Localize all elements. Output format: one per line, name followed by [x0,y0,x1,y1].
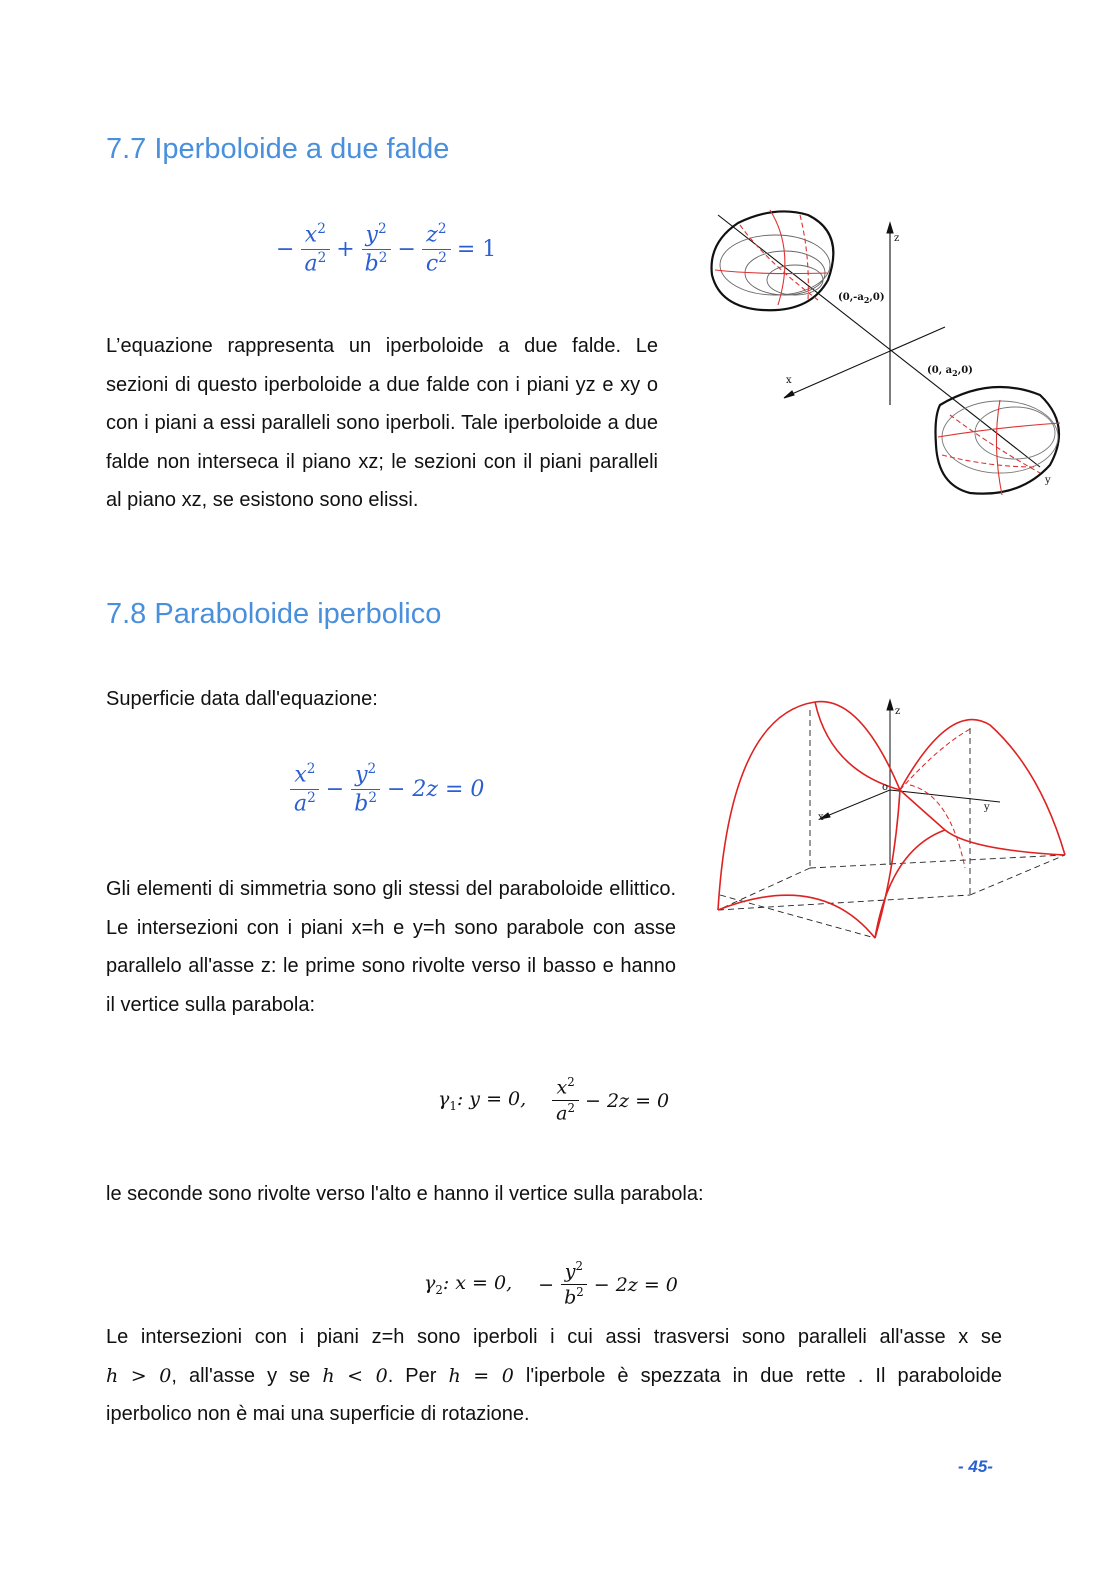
equation-hyperboloid: − $\frac{x^2}{a^2}$ + $\frac{y^2}{b^2}$ − $\frac{z^2}{c^2}$ = 1 [276,221,497,276]
figure2-x-label: x [818,812,824,823]
figure2-axes [820,700,1000,865]
figure-hyperbolic-paraboloid [710,690,1075,945]
figure1-y-label: y [1045,475,1051,486]
figure2-surface [718,702,1065,938]
section-heading-7-8: 7.8 Paraboloide iperbolico [106,598,442,630]
intersections-line-2: h > 0, all'asse y se h < 0. Per h = 0 l'iperbole è spezzata in due rette . Il paraboloide [106,1364,1003,1387]
figure1-right-sheet [936,387,1061,495]
section-heading-7-7: 7.7 Iperboloide a due falde [106,133,450,165]
figure1-point-positive: (0, $a_2,0$) [927,365,973,378]
figure-hyperboloid-two-sheets [700,205,1070,500]
figure2-origin-label: o [882,782,889,793]
equation-hyperbolic-paraboloid: $\frac{x^2}{a^2}$ − $\frac{y^2}{b^2}$ − 2z = 0 [290,762,484,816]
paragraph-intersections [106,1318,1002,1434]
figure1-z-label: z [894,233,900,244]
figure1-x-label: x [786,375,792,386]
figure2-box [718,710,1065,938]
equation-gamma2: $\gamma_2$: x = 0, − $\frac{y^2}{b^2}$ − 2z = 0 [424,1259,678,1309]
figure1-point-negative: $(0,-a_2,0)$ [838,292,885,305]
intersections-line-3: iperbolico non è mai una superficie di rotazione. [106,1403,530,1425]
paragraph-hyperboloid: L’equazione rappresenta un iperboloide a due falde. Le sezioni di questo iperboloide a due falde con i piani yz e xy o con i piani a essi paralleli sono iperboli. Tale iperboloide a due falde non interseca il piano xz; le sezioni con il piani paralleli al piano xz, se esistono sono elissi. [106,335,658,511]
text-second-parabolas: le seconde sono rivolte verso l'alto e hanno il vertice sulla parabola: [106,1183,704,1205]
figure1-left-sheet [712,210,834,310]
equation-gamma1: $\gamma_1$: y = 0, $\frac{x^2}{a^2}$ − 2z = 0 [438,1075,670,1125]
page-number: - 45- [958,1457,993,1476]
intro-text: Superficie data dall'equazione: [106,688,378,710]
figure2-y-label: y [984,802,990,813]
paragraph-symmetry: Gli elementi di simmetria sono gli stessi del paraboloide ellittico. Le intersezioni con i piani x=h e y=h sono parabole con asse parallelo all'asse z: le prime sono rivolte verso il basso e hanno il vertice sulla parabola: [106,878,676,1016]
figure2-z-label: z [895,706,901,717]
intersections-line-1: Le intersezioni con i piani z=h sono iperboli i cui assi trasversi sono paralleli all'asse x se [106,1326,1002,1348]
